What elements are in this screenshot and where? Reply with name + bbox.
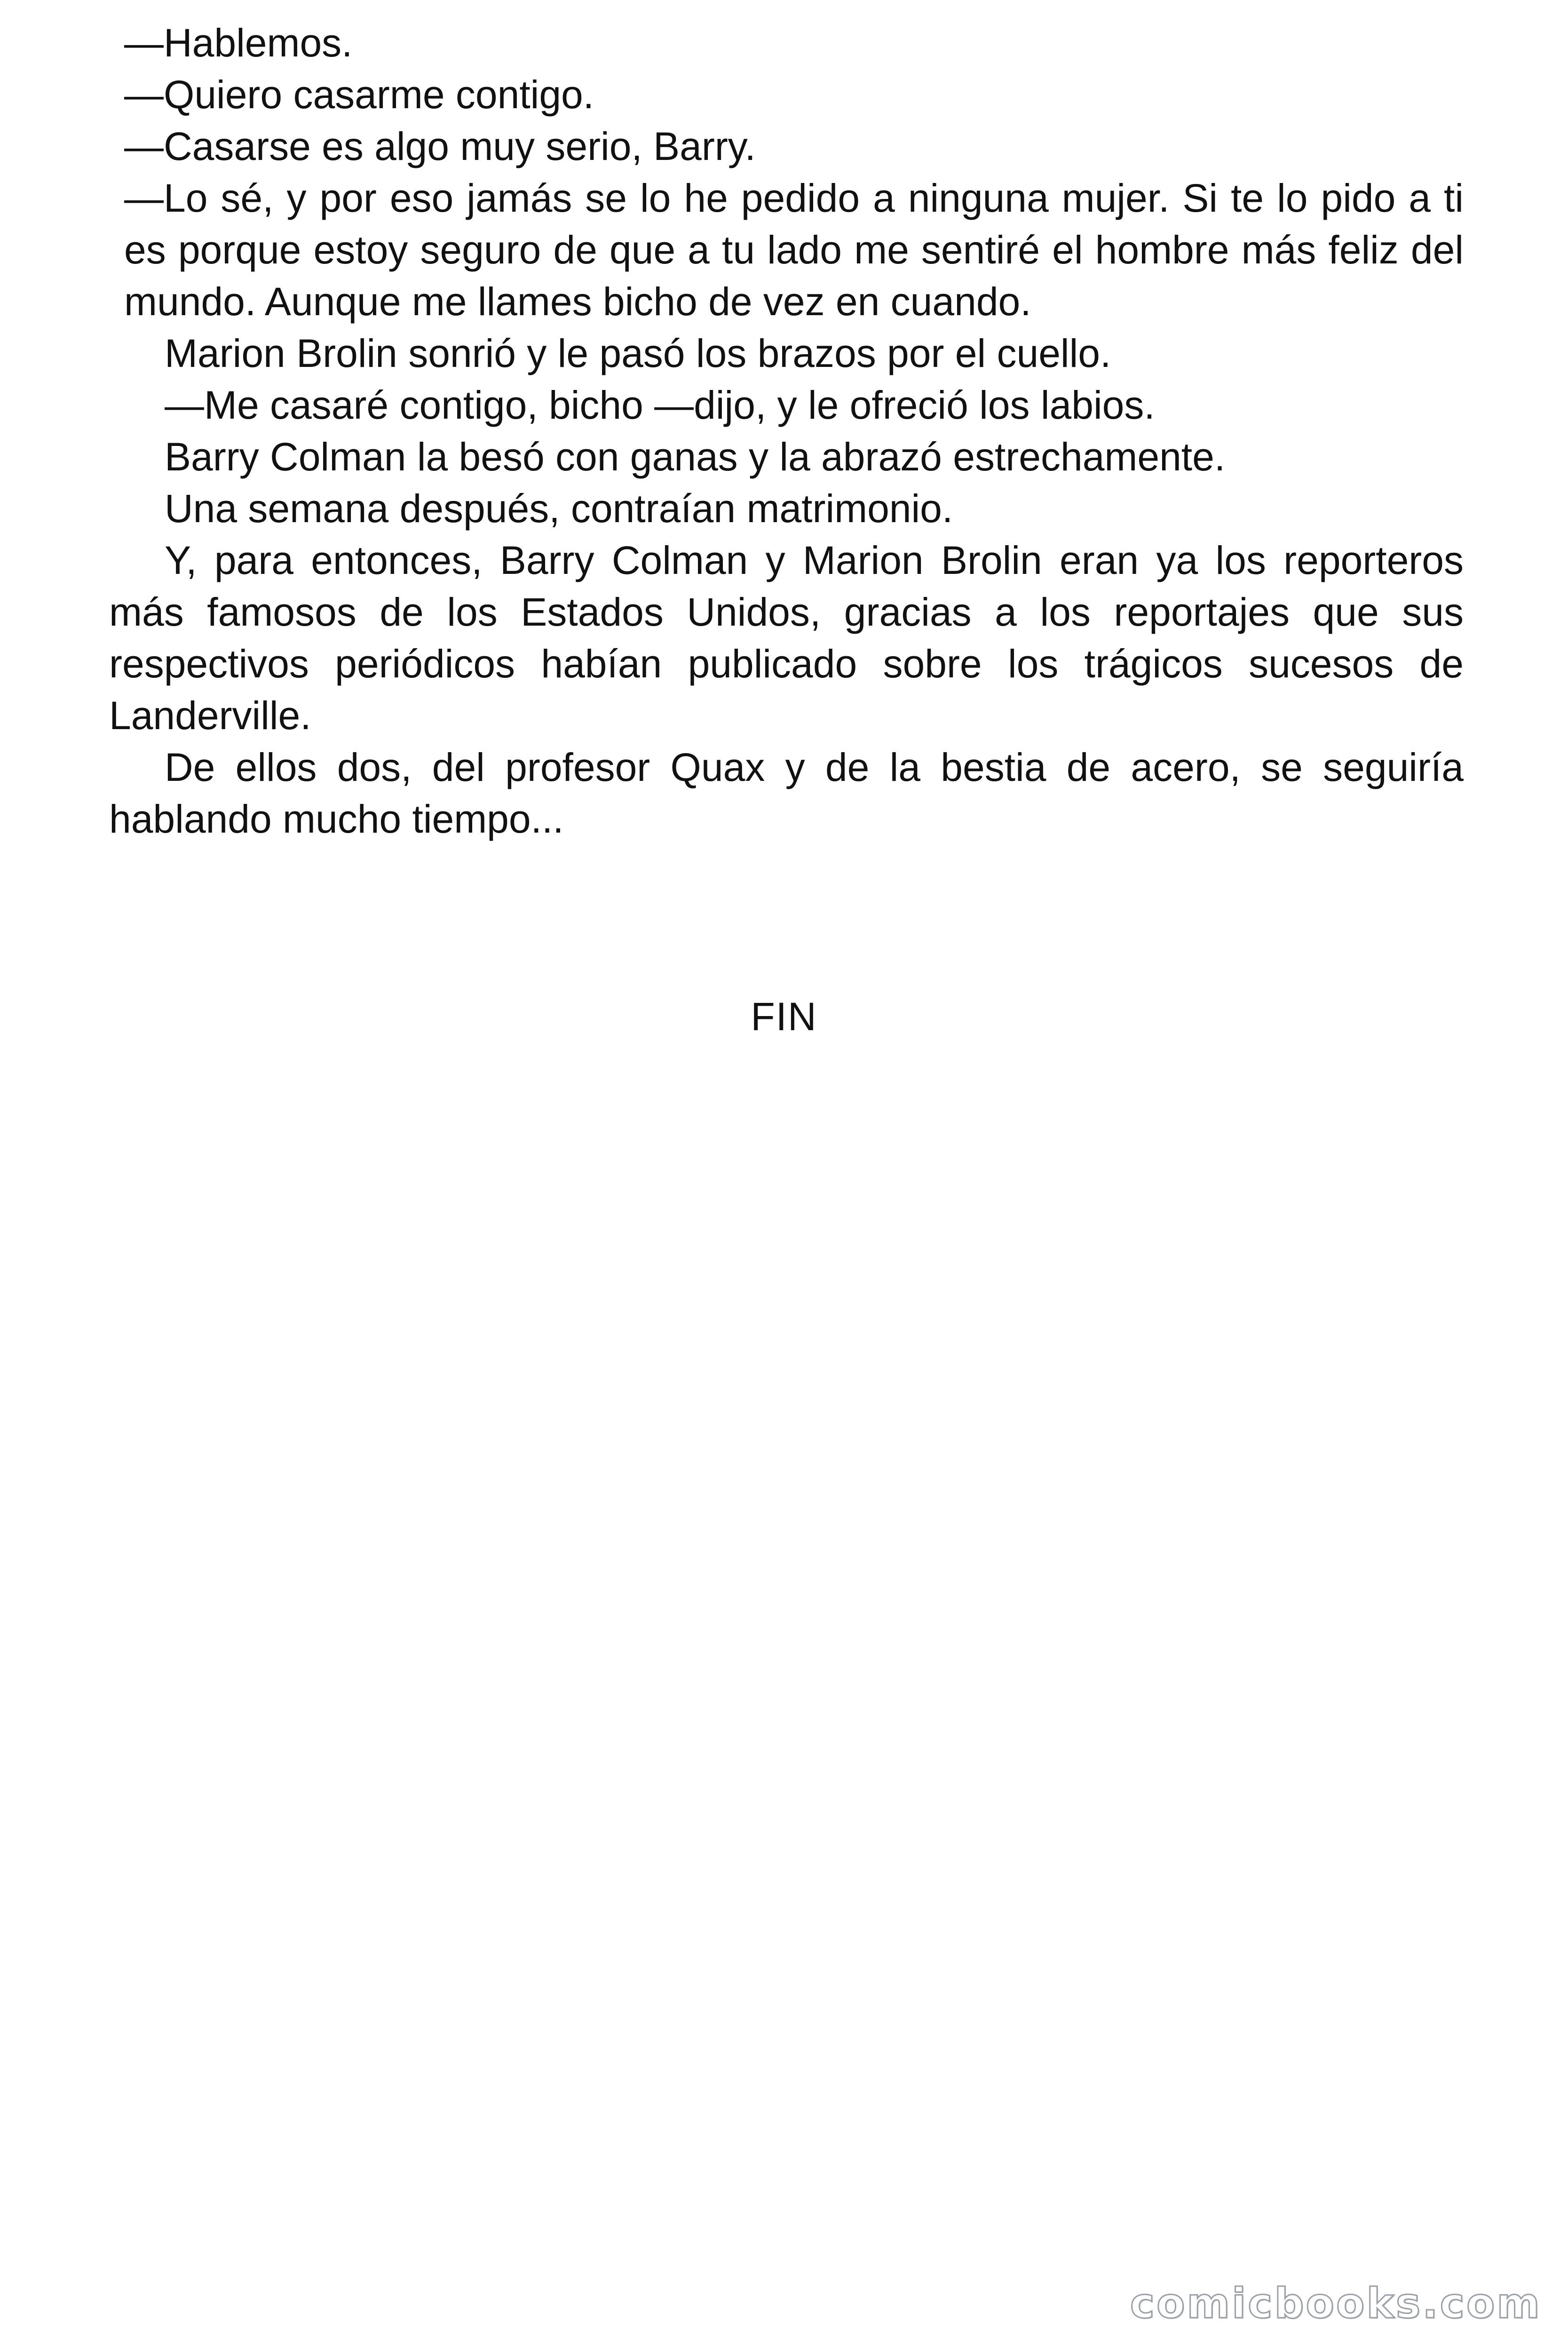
paragraph-1: —Hablemos. (124, 21, 353, 65)
paragraph-2: —Quiero casarme contigo. (124, 72, 594, 117)
watermark-logo: comicbooks.com (1130, 2279, 1542, 2328)
paragraph-9: Y, para entonces, Barry Colman y Marion Brolin eran ya los reporteros más famosos de los Estados Unidos, gracias a los reportajes que sus respectivos periódicos habían publicado sobre los trágicos sucesos de Landerville. (109, 538, 1464, 738)
paragraph-3: —Casarse es algo muy serio, Barry. (124, 124, 756, 168)
paragraph-10: De ellos dos, del profesor Quax y de la bestia de acero, se seguiría hablando mucho tiempo... (109, 745, 1464, 841)
paragraph-5: Marion Brolin sonrió y le pasó los brazos por el cuello. (165, 331, 1111, 375)
dialogue-block (109, 17, 1464, 327)
paragraph-8: Una semana después, contraían matrimonio. (165, 486, 953, 531)
body-text (109, 17, 1464, 845)
paragraph-4: —Lo sé, y por eso jamás se lo he pedido a ninguna mujer. Si te lo pido a ti es porque estoy seguro de que a tu lado me sentiré el hombre más feliz del mundo. Aunque me llames bicho de vez en cuando. (124, 176, 1464, 324)
end-marker: FIN (751, 994, 817, 1039)
paragraph-6: —Me casaré contigo, bicho —dijo, y le ofreció los labios. (165, 383, 1155, 427)
paragraph-7: Barry Colman la besó con ganas y la abrazó estrechamente. (165, 435, 1226, 479)
